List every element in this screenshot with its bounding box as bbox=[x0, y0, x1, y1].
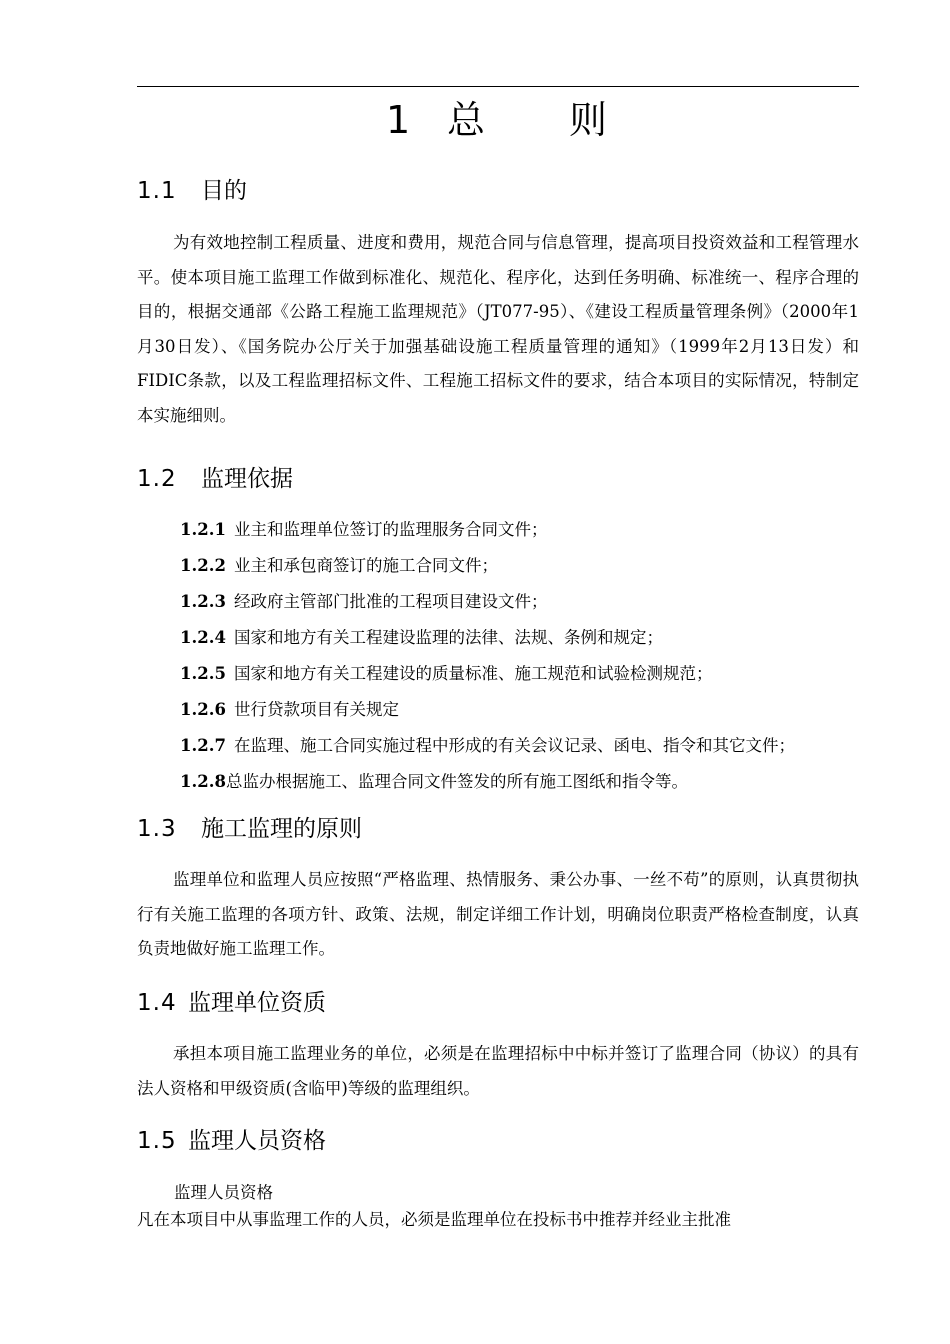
list-item-text: 经政府主管部门批准的工程项目建设文件； bbox=[233, 592, 548, 611]
section-heading-1-3 bbox=[137, 812, 362, 846]
list-item-number: 1.2.5 bbox=[180, 664, 226, 683]
list-item-number: 1.2.6 bbox=[180, 700, 226, 719]
list-item bbox=[180, 764, 859, 800]
section-number: 1.4 bbox=[137, 990, 177, 1016]
list-item bbox=[180, 728, 859, 764]
basis-list bbox=[180, 512, 859, 800]
section-number: 1.3 bbox=[137, 816, 177, 842]
section-number: 1.1 bbox=[137, 178, 177, 204]
list-item-number: 1.2.1 bbox=[180, 520, 226, 539]
list-item-text: 世行贷款项目有关规定 bbox=[233, 700, 399, 719]
section-1-3-paragraph: 监理单位和监理人员应按照“严格监理、热情服务、秉公办事、一丝不苟”的原则，认真贯彻执行有关施工监理的各项方针、政策、法规，制定详细工作计划，明确岗位职责严格检查制度，认真负责地做好施工监理工作。 bbox=[137, 870, 859, 958]
section-title: 监理人员资格 bbox=[188, 1128, 326, 1154]
section-heading-1-4 bbox=[137, 986, 326, 1020]
header-rule bbox=[137, 86, 859, 87]
list-item bbox=[180, 584, 859, 620]
list-item-number: 1.2.4 bbox=[180, 628, 226, 647]
list-item-text: 国家和地方有关工程建设监理的法律、法规、条例和规定； bbox=[233, 628, 663, 647]
section-heading-1-1 bbox=[137, 174, 247, 208]
list-item bbox=[180, 548, 859, 584]
section-number: 1.2 bbox=[137, 466, 177, 492]
list-item-number: 1.2.2 bbox=[180, 556, 226, 575]
section-heading-1-5 bbox=[137, 1124, 326, 1158]
chapter-number: 1 bbox=[386, 98, 411, 142]
section-title: 监理单位资质 bbox=[188, 990, 326, 1016]
section-1-4-paragraph: 承担本项目施工监理业务的单位，必须是在监理招标中中标并签订了监理合同（协议）的具有法人资格和甲级资质(含临甲)等级的监理组织。 bbox=[137, 1044, 859, 1098]
chapter-title-char-1: 总 bbox=[447, 98, 486, 142]
chapter-title-char-2: 则 bbox=[569, 98, 608, 142]
section-1-5-subheading: 监理人员资格 bbox=[174, 1183, 273, 1202]
list-item bbox=[180, 620, 859, 656]
section-title: 目的 bbox=[201, 178, 247, 204]
list-item bbox=[180, 692, 859, 728]
section-title: 监理依据 bbox=[201, 466, 293, 492]
section-1-5-paragraph: 凡在本项目中从事监理工作的人员，必须是监理单位在投标书中推荐并经业主批准 bbox=[137, 1210, 731, 1229]
list-item-text: 在监理、施工合同实施过程中形成的有关会议记录、函电、指令和其它文件； bbox=[233, 736, 795, 755]
section-1-1-paragraph: 为有效地控制工程质量、进度和费用，规范合同与信息管理，提高项目投资效益和工程管理水平。使本项目施工监理工作做到标准化、规范化、程序化，达到任务明确、标准统一、程序合理的目的，根据交通部《公路工程施工监理规范》（JT077-95）、《建设工程质量管理条例》（2000年1月30日发）、《国务院办公厅关于加强基础设施工程质量管理的通知》（1999年2月13日发）和FIDIC条款，以及工程监理招标文件、工程施工招标文件的要求，结合本项目的实际情况，特制定本实施细则。 bbox=[137, 233, 859, 425]
list-item bbox=[180, 656, 859, 692]
section-title: 施工监理的原则 bbox=[201, 816, 362, 842]
chapter-title bbox=[137, 92, 859, 148]
list-item-number: 1.2.7 bbox=[180, 736, 226, 755]
section-heading-1-2 bbox=[137, 462, 293, 496]
list-item bbox=[180, 512, 859, 548]
list-item-text: 业主和监理单位签订的监理服务合同文件； bbox=[233, 520, 548, 539]
list-item-text: 总监办根据施工、监理合同文件签发的所有施工图纸和指令等。 bbox=[225, 772, 688, 791]
list-item-number: 1.2.3 bbox=[180, 592, 226, 611]
section-number: 1.5 bbox=[137, 1128, 177, 1154]
list-item-text: 业主和承包商签订的施工合同文件； bbox=[233, 556, 498, 575]
list-item-number: 1.2.8 bbox=[180, 772, 226, 791]
list-item-text: 国家和地方有关工程建设的质量标准、施工规范和试验检测规范； bbox=[233, 664, 713, 683]
